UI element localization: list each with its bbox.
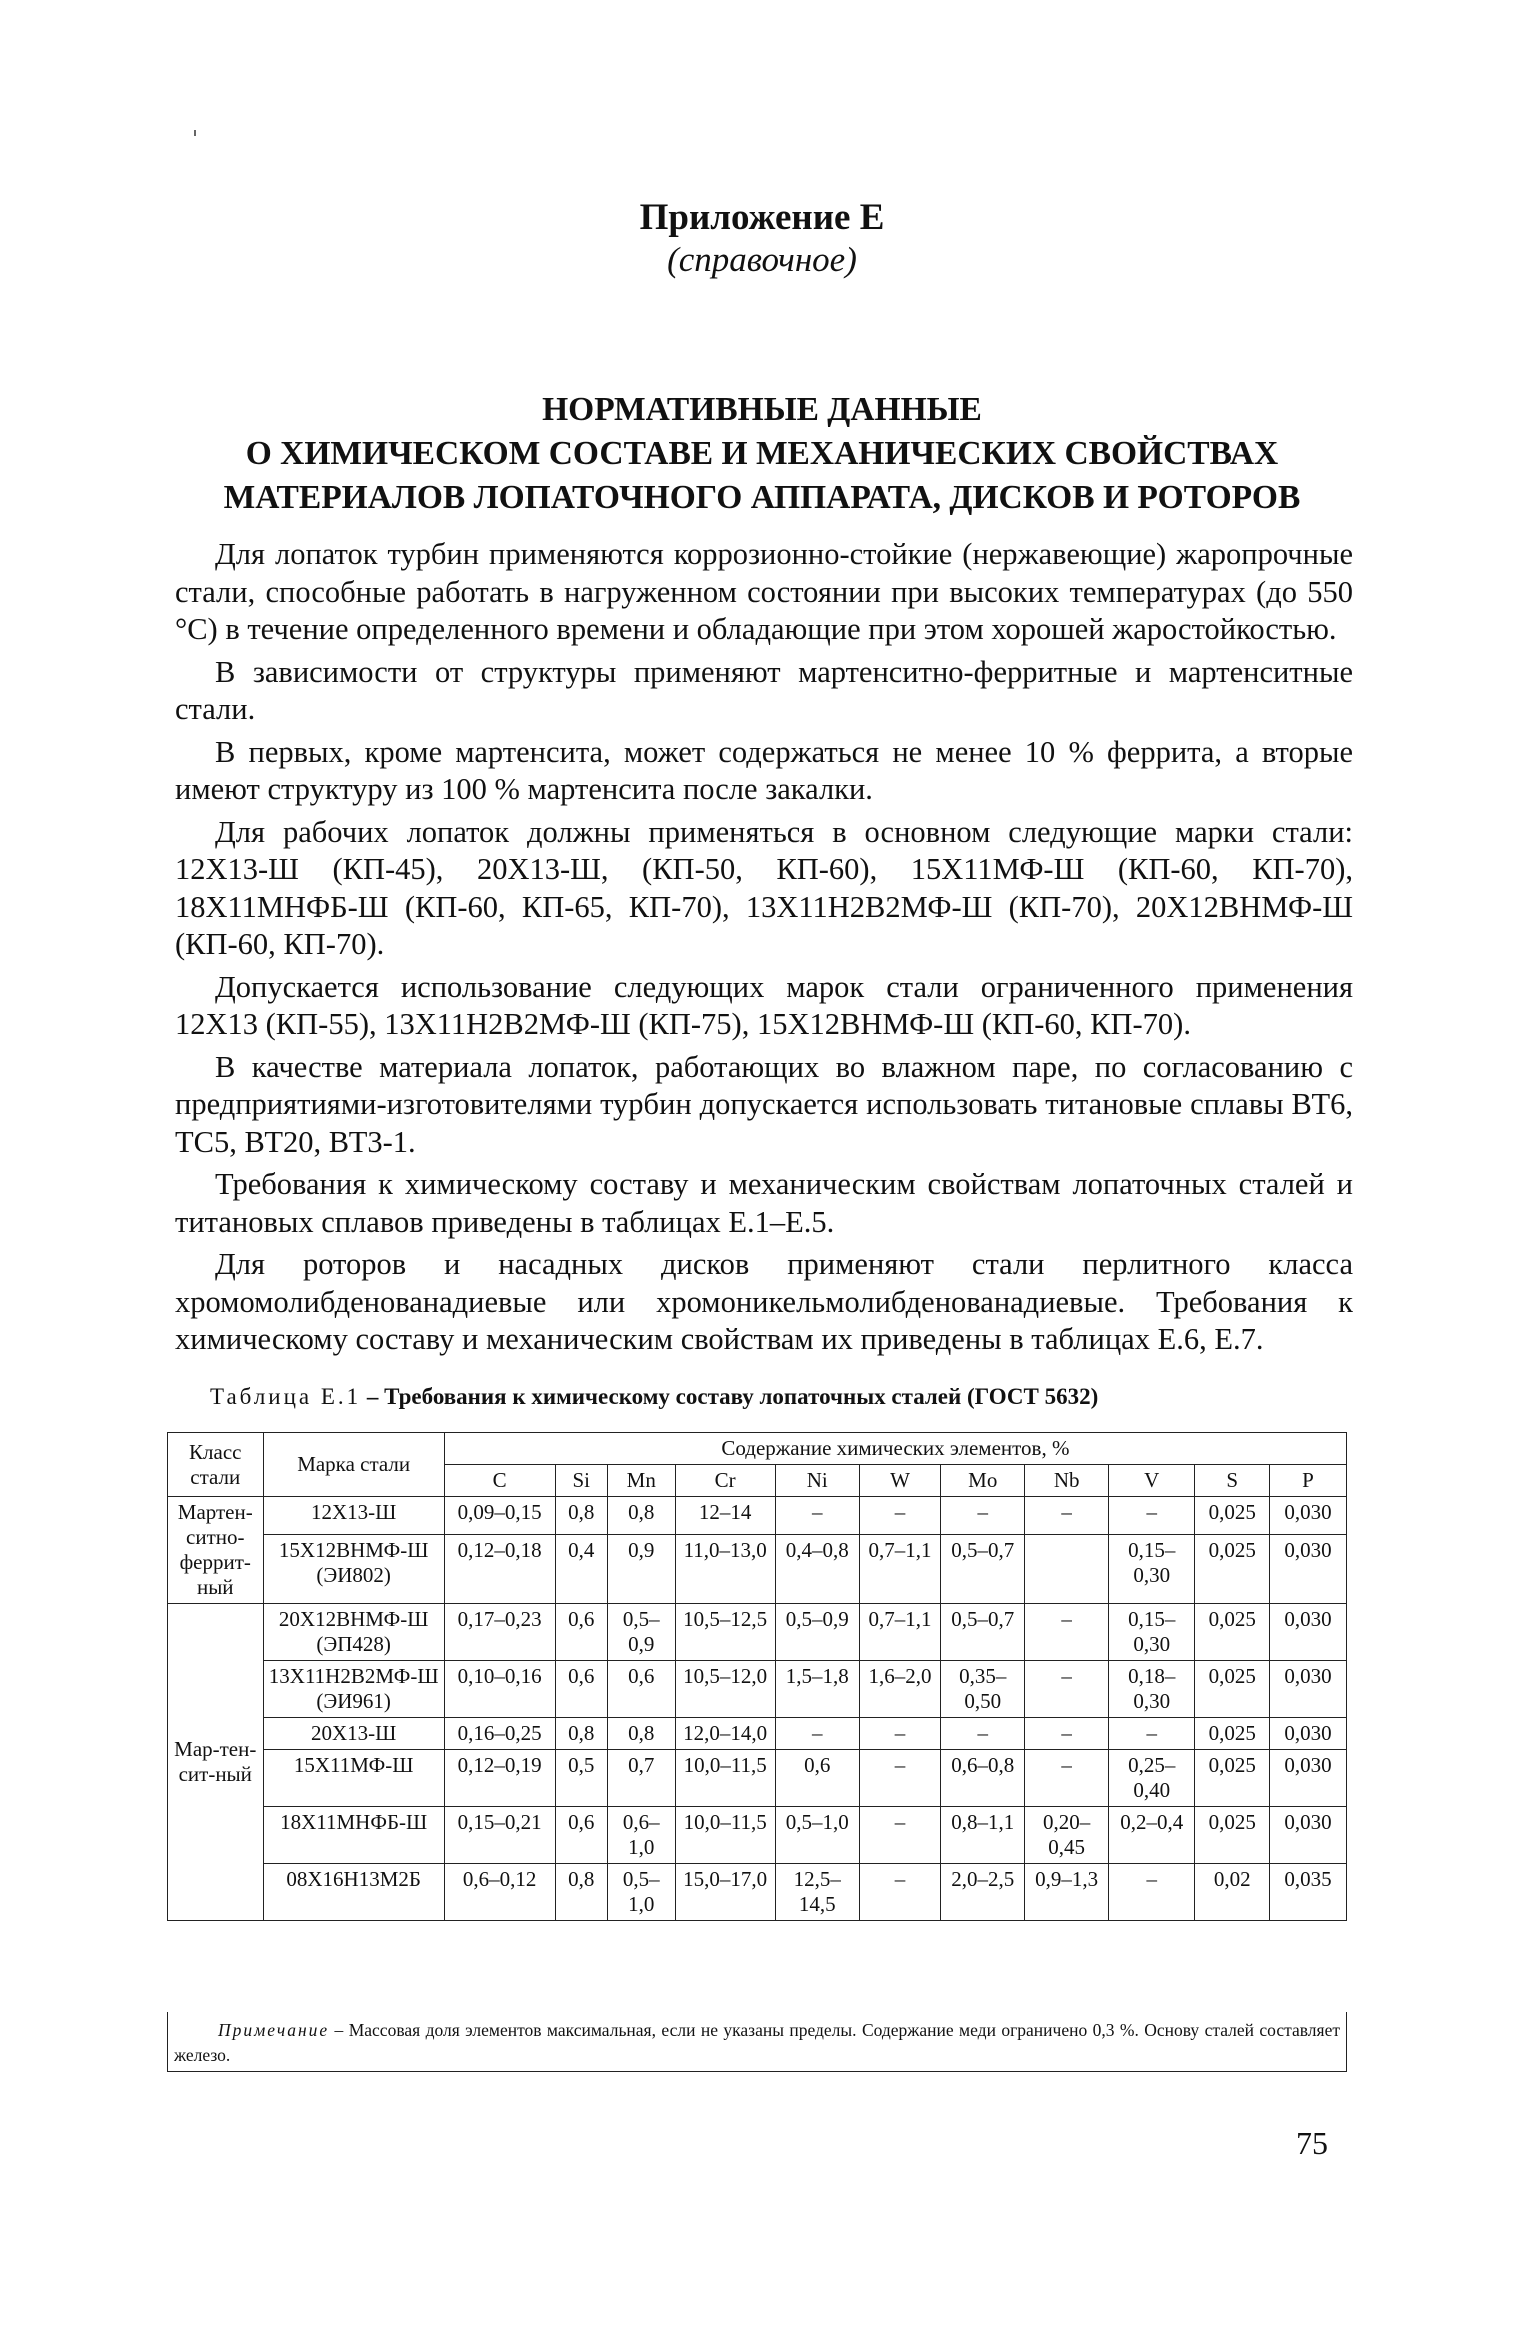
element-value-cell: –: [941, 1718, 1025, 1750]
element-value-cell: 0,5–0,9: [775, 1604, 859, 1661]
paragraph: В качестве материала лопаток, работающих во влажном паре, по согласованию с предприятиями-изготовителями турбин допускается использовать титановые сплавы ВТ6, ТС5, ВТ20, ВТ3-1.: [175, 1049, 1353, 1159]
header-element: C: [444, 1465, 555, 1497]
element-value-cell: –: [1025, 1661, 1109, 1718]
element-value-cell: 0,15–0,30: [1109, 1535, 1195, 1604]
element-value-cell: –: [859, 1807, 941, 1864]
steel-grade-cell: 15Х11МФ-Ш: [263, 1750, 444, 1807]
element-value-cell: 1,5–1,8: [775, 1661, 859, 1718]
element-value-cell: 12–14: [675, 1497, 775, 1535]
element-value-cell: 0,025: [1195, 1535, 1270, 1604]
element-value-cell: 0,030: [1269, 1718, 1346, 1750]
header-element: P: [1269, 1465, 1346, 1497]
element-value-cell: 0,15–0,21: [444, 1807, 555, 1864]
element-value-cell: 15,0–17,0: [675, 1864, 775, 1921]
steel-grade-cell: 20Х13-Ш: [263, 1718, 444, 1750]
element-value-cell: 0,5–1,0: [775, 1807, 859, 1864]
element-value-cell: 2,0–2,5: [941, 1864, 1025, 1921]
heading-line: НОРМАТИВНЫЕ ДАННЫЕ: [542, 391, 982, 428]
element-value-cell: 0,8: [607, 1497, 675, 1535]
element-value-cell: 1,6–2,0: [859, 1661, 941, 1718]
element-value-cell: –: [859, 1864, 941, 1921]
element-value-cell: 10,5–12,0: [675, 1661, 775, 1718]
element-value-cell: 10,0–11,5: [675, 1750, 775, 1807]
paragraph: Требования к химическому составу и механическим свойствам лопаточных сталей и титановых сплавов приведены в таблицах Е.1–Е.5.: [175, 1167, 1353, 1239]
header-element: V: [1109, 1465, 1195, 1497]
steel-grade-cell: 15Х12ВНМФ-Ш (ЭИ802): [263, 1535, 444, 1604]
element-value-cell: 0,25–0,40: [1109, 1750, 1195, 1807]
header-element: S: [1195, 1465, 1270, 1497]
element-value-cell: 0,5–1,0: [607, 1864, 675, 1921]
element-value-cell: 0,15–0,30: [1109, 1604, 1195, 1661]
element-value-cell: 12,5–14,5: [775, 1864, 859, 1921]
element-value-cell: 0,20–0,45: [1025, 1807, 1109, 1864]
element-value-cell: 0,025: [1195, 1807, 1270, 1864]
table-caption-label: Таблица Е.1: [210, 1384, 362, 1409]
element-value-cell: 0,9: [607, 1535, 675, 1604]
element-value-cell: –: [859, 1718, 941, 1750]
paragraph: В зависимости от структуры применяют мартенситно-ферритные и мартенситные стали.: [175, 654, 1353, 726]
element-value-cell: 11,0–13,0: [675, 1535, 775, 1604]
element-value-cell: –: [859, 1497, 941, 1535]
page-number: 75: [1296, 2125, 1328, 2161]
header-class: Класс стали: [168, 1433, 264, 1497]
element-value-cell: –: [1025, 1604, 1109, 1661]
element-value-cell: 0,025: [1195, 1604, 1270, 1661]
element-value-cell: 0,02: [1195, 1864, 1270, 1921]
element-value-cell: 0,030: [1269, 1497, 1346, 1535]
element-value-cell: –: [941, 1497, 1025, 1535]
element-value-cell: –: [859, 1750, 941, 1807]
element-value-cell: 0,030: [1269, 1750, 1346, 1807]
steel-grade-cell: 18Х11МНФБ-Ш: [263, 1807, 444, 1864]
steel-grade-cell: 13Х11Н2В2МФ-Ш (ЭИ961): [263, 1661, 444, 1718]
element-value-cell: 0,025: [1195, 1718, 1270, 1750]
paragraph: Допускается использование следующих марок стали ограниченного применения 12Х13 (КП-55), 13Х11Н2В2МФ-Ш (КП-75), 15Х12ВНМФ-Ш (КП-60, КП-70).: [175, 969, 1353, 1041]
element-value-cell: 0,12–0,19: [444, 1750, 555, 1807]
header-element: Mn: [607, 1465, 675, 1497]
table-row: [168, 1497, 1347, 1535]
element-value-cell: 0,5–0,7: [941, 1535, 1025, 1604]
element-value-cell: 0,12–0,18: [444, 1535, 555, 1604]
steel-grade-cell: 08Х16Н13М2Б: [263, 1864, 444, 1921]
element-value-cell: 0,030: [1269, 1807, 1346, 1864]
element-value-cell: [1025, 1535, 1109, 1604]
element-value-cell: –: [775, 1718, 859, 1750]
element-value-cell: 0,5–0,9: [607, 1604, 675, 1661]
element-value-cell: 12,0–14,0: [675, 1718, 775, 1750]
element-value-cell: 0,8: [555, 1497, 607, 1535]
table-row: [168, 1750, 1347, 1807]
element-value-cell: 0,025: [1195, 1661, 1270, 1718]
element-value-cell: 0,16–0,25: [444, 1718, 555, 1750]
element-value-cell: 0,7–1,1: [859, 1535, 941, 1604]
element-value-cell: 0,6–1,0: [607, 1807, 675, 1864]
element-value-cell: 0,030: [1269, 1604, 1346, 1661]
element-value-cell: 0,9–1,3: [1025, 1864, 1109, 1921]
section-heading: [170, 388, 1354, 520]
element-value-cell: 0,8: [607, 1718, 675, 1750]
element-value-cell: 0,4: [555, 1535, 607, 1604]
table-row: [168, 1604, 1347, 1661]
element-value-cell: 0,8–1,1: [941, 1807, 1025, 1864]
paragraph: Для лопаток турбин применяются коррозионно-стойкие (нержавеющие) жаропрочные стали, способные работать в нагруженном состоянии при высоких температурах (до 550 °С) в течение определенного времени и обладающие при этом хорошей жаростойкостью.: [175, 537, 1353, 646]
element-value-cell: 0,6: [775, 1750, 859, 1807]
element-value-cell: 0,8: [555, 1718, 607, 1750]
element-value-cell: 0,035: [1269, 1864, 1346, 1921]
header-grade: Марка стали: [263, 1433, 444, 1497]
table-row: [168, 1535, 1347, 1604]
element-value-cell: 0,025: [1195, 1750, 1270, 1807]
element-value-cell: 0,6–0,8: [941, 1750, 1025, 1807]
element-value-cell: –: [1025, 1497, 1109, 1535]
element-value-cell: 0,6: [555, 1807, 607, 1864]
appendix-subtitle: (справочное): [667, 240, 857, 279]
table-row: [168, 1661, 1347, 1718]
element-value-cell: 0,5: [555, 1750, 607, 1807]
element-value-cell: 0,35–0,50: [941, 1661, 1025, 1718]
element-value-cell: 0,030: [1269, 1661, 1346, 1718]
table-row: [168, 1864, 1347, 1921]
element-value-cell: 10,0–11,5: [675, 1807, 775, 1864]
header-element: Cr: [675, 1465, 775, 1497]
header-element: Ni: [775, 1465, 859, 1497]
element-value-cell: 0,09–0,15: [444, 1497, 555, 1535]
element-value-cell: 0,5–0,7: [941, 1604, 1025, 1661]
element-value-cell: 0,6: [555, 1661, 607, 1718]
element-value-cell: –: [1025, 1718, 1109, 1750]
body-text: [175, 536, 1353, 1364]
element-value-cell: 0,4–0,8: [775, 1535, 859, 1604]
element-value-cell: 0,030: [1269, 1535, 1346, 1604]
header-element: Si: [555, 1465, 607, 1497]
paragraph: В первых, кроме мартенсита, может содержаться не менее 10 % феррита, а вторые имеют структуру из 100 % мартенсита после закалки.: [175, 734, 1353, 806]
table-body: [168, 1497, 1347, 1921]
element-value-cell: 0,7: [607, 1750, 675, 1807]
table-row: [168, 1807, 1347, 1864]
header-element: Nb: [1025, 1465, 1109, 1497]
element-value-cell: 0,6: [607, 1661, 675, 1718]
header-element: Mo: [941, 1465, 1025, 1497]
element-value-cell: 0,025: [1195, 1497, 1270, 1535]
element-value-cell: 0,8: [555, 1864, 607, 1921]
element-value-cell: –: [1109, 1718, 1195, 1750]
element-value-cell: 0,18–0,30: [1109, 1661, 1195, 1718]
table-row: [168, 1718, 1347, 1750]
appendix-title: Приложение Е: [639, 197, 885, 238]
element-value-cell: 0,17–0,23: [444, 1604, 555, 1661]
heading-line: О ХИМИЧЕСКОМ СОСТАВЕ И МЕХАНИЧЕСКИХ СВОЙСТВАХ: [245, 435, 1279, 472]
element-value-cell: 0,7–1,1: [859, 1604, 941, 1661]
element-value-cell: –: [1109, 1497, 1195, 1535]
note-label: Примечание: [218, 2020, 330, 2040]
table-caption: [210, 1384, 1350, 1410]
element-value-cell: –: [775, 1497, 859, 1535]
table-caption-text: – Требования к химическому составу лопаточных сталей (ГОСТ 5632): [361, 1384, 1099, 1409]
paragraph: Для рабочих лопаток должны применяться в основном следующие марки стали: 12Х13-Ш (КП-45), 20Х13-Ш, (КП-50, КП-60), 15Х11МФ-Ш (КП-60, КП-70), 18Х11МНФБ-Ш (КП-60, КП-65, КП-70), 13Х11Н2В2МФ-Ш (КП-70), 20Х12ВНМФ-Ш (КП-60, КП-70).: [175, 814, 1353, 961]
element-value-cell: 10,5–12,5: [675, 1604, 775, 1661]
element-value-cell: –: [1109, 1864, 1195, 1921]
note-text: – Массовая доля элементов максимальная, если не указаны пределы. Содержание меди ограничено 0,3 %. Основу сталей составляет железо.: [174, 2020, 1340, 2065]
scan-speck: [194, 130, 196, 136]
element-value-cell: 0,10–0,16: [444, 1661, 555, 1718]
header-content: Содержание химических элементов, %: [444, 1433, 1346, 1465]
steel-grade-cell: 20Х12ВНМФ-Ш (ЭП428): [263, 1604, 444, 1661]
element-value-cell: 0,6–0,12: [444, 1864, 555, 1921]
element-value-cell: –: [1025, 1750, 1109, 1807]
steel-grade-cell: 12Х13-Ш: [263, 1497, 444, 1535]
element-value-cell: 0,6: [555, 1604, 607, 1661]
chemical-composition-table: [167, 1432, 1347, 1921]
steel-class-cell: Мартен-ситно-феррит-ный: [168, 1497, 264, 1604]
header-element: W: [859, 1465, 941, 1497]
heading-line: МАТЕРИАЛОВ ЛОПАТОЧНОГО АППАРАТА, ДИСКОВ И РОТОРОВ: [223, 479, 1301, 516]
steel-class-cell: Мар-тен-сит-ный: [168, 1604, 264, 1921]
paragraph: Для роторов и насадных дисков применяют стали перлитного класса хромомолибденованадиевые или хромоникельмолибденованадиевые. Требования к химическому составу и механическим свойствам их приведены в таблицах Е.6, Е.7.: [175, 1247, 1353, 1356]
element-value-cell: 0,2–0,4: [1109, 1807, 1195, 1864]
table-note: [167, 2012, 1347, 2072]
